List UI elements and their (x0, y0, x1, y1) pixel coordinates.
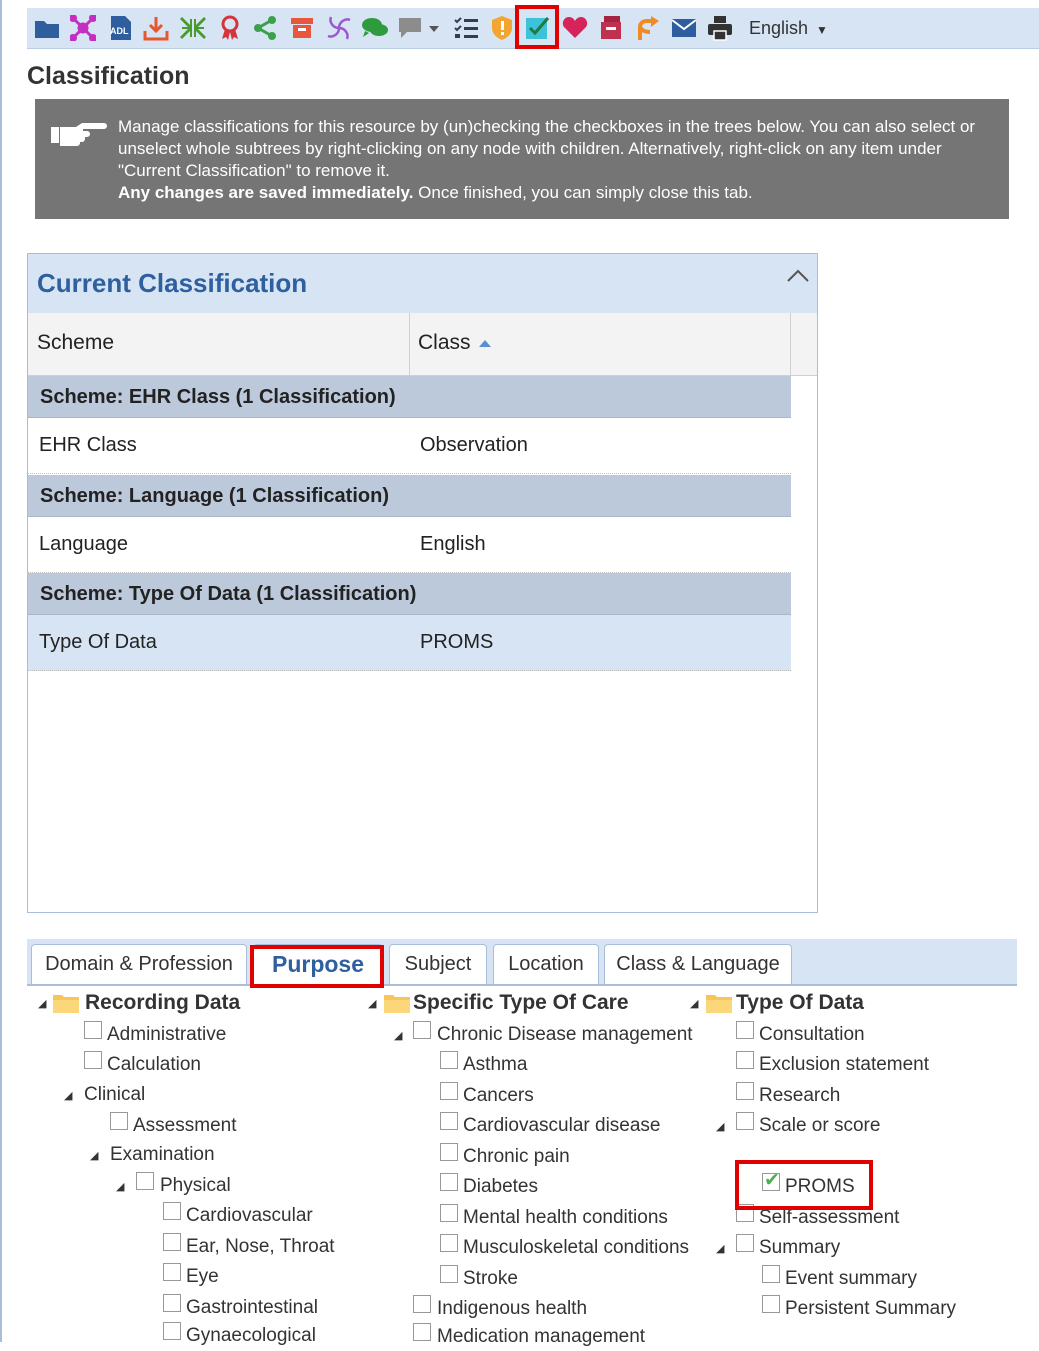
cell-scheme: Language (39, 533, 128, 555)
tree-label: Clinical (84, 1084, 146, 1105)
page-title: Classification (27, 62, 190, 90)
column-header-class[interactable] (418, 331, 491, 355)
group-header-label: Scheme: Type Of Data (1 Classification) (40, 583, 417, 605)
group-header[interactable] (28, 475, 791, 517)
tree-label: Gynaecological (186, 1325, 316, 1346)
info-text-main: Manage classifications for this resource by (un)checking the checkboxes in the trees below. You can also select or unselect whole subtrees by right-clicking on any node with children. Alternatively, right-click on any item under "Current Classification" to remove it. (118, 117, 976, 180)
tree-label: Eye (186, 1266, 219, 1287)
checkbox[interactable] (736, 1234, 754, 1252)
checkbox[interactable] (736, 1051, 754, 1069)
column-divider[interactable] (409, 313, 410, 375)
panel-header (28, 254, 817, 314)
column-headers (28, 313, 817, 376)
checkbox[interactable] (163, 1263, 181, 1281)
checkbox[interactable] (736, 1082, 754, 1100)
active-tool-highlight (515, 5, 559, 49)
info-text (118, 116, 998, 204)
panel-title: Current Classification (37, 268, 308, 298)
column-divider[interactable] (790, 313, 791, 375)
tab-domain-profession[interactable]: Domain & Profession (31, 944, 247, 984)
checkbox[interactable] (163, 1322, 181, 1340)
checkbox[interactable] (440, 1112, 458, 1130)
tree-label: Medication management (437, 1326, 646, 1347)
tree-label: Gastrointestinal (186, 1297, 319, 1318)
checkbox[interactable] (440, 1173, 458, 1191)
checkbox[interactable] (84, 1051, 102, 1069)
tree-label: Chronic pain (463, 1146, 570, 1167)
stack-icon[interactable] (597, 14, 625, 42)
chevron-down-icon: ▼ (816, 23, 828, 37)
group-header-label: Scheme: EHR Class (1 Classification) (40, 386, 396, 408)
tree-label: Persistent Summary (785, 1298, 957, 1319)
group-header-label: Scheme: Language (1 Classification) (40, 485, 389, 507)
tree-label: Self-assessment (759, 1207, 900, 1228)
expand-triangle-icon[interactable]: ◢ (116, 1181, 125, 1193)
table-row[interactable] (28, 418, 791, 474)
tree-label: Recording Data (85, 991, 241, 1014)
checkbox[interactable] (163, 1233, 181, 1251)
tree-label: Mental health conditions (463, 1207, 668, 1228)
checkbox[interactable] (440, 1143, 458, 1161)
archive-icon[interactable] (288, 14, 316, 42)
shield-alert-icon[interactable] (488, 14, 516, 42)
folder-icon (384, 993, 410, 1013)
checkbox[interactable] (84, 1021, 102, 1039)
checkbox[interactable] (440, 1082, 458, 1100)
table-row-selected[interactable] (28, 615, 791, 671)
selected-item-highlight (735, 1160, 873, 1210)
tree-label: Event summary (785, 1268, 917, 1289)
award-icon[interactable] (216, 14, 244, 42)
checkbox[interactable] (413, 1021, 431, 1039)
tree-label: Exclusion statement (759, 1054, 930, 1075)
tree-label: Indigenous health (437, 1298, 588, 1319)
checkbox[interactable] (736, 1021, 754, 1039)
tree-label: Cardiovascular (186, 1205, 313, 1226)
tree-label: Calculation (107, 1054, 201, 1075)
expand-triangle-icon[interactable]: ◢ (38, 998, 47, 1010)
cell-class: English (420, 533, 486, 555)
tree-label: Musculoskeletal conditions (463, 1237, 690, 1258)
current-classification-panel (27, 253, 818, 913)
language-label: English (749, 18, 809, 38)
expand-triangle-icon[interactable]: ◢ (394, 1030, 403, 1042)
download-icon[interactable] (142, 14, 170, 42)
cell-class: PROMS (420, 631, 494, 653)
tree-label: Ear, Nose, Throat (186, 1236, 335, 1257)
cell-scheme: Type Of Data (39, 631, 157, 653)
tree-label: Summary (759, 1237, 841, 1258)
checkbox[interactable] (440, 1265, 458, 1283)
comment-dropdown-icon[interactable] (397, 14, 441, 42)
checkbox[interactable] (440, 1051, 458, 1069)
tree-label: Diabetes (463, 1176, 538, 1197)
checklist-icon[interactable] (452, 14, 480, 42)
tree-label: Chronic Disease management (437, 1024, 693, 1045)
cell-scheme: EHR Class (39, 434, 137, 456)
expand-triangle-icon[interactable]: ◢ (64, 1090, 73, 1102)
tree-label: Stroke (463, 1268, 518, 1289)
toolbar (27, 8, 1039, 49)
expand-triangle-icon[interactable]: ◢ (90, 1150, 99, 1162)
checkbox[interactable] (413, 1323, 431, 1341)
fork-arrow-icon[interactable] (633, 14, 661, 42)
active-tab-highlight (250, 945, 384, 988)
tree-label: Asthma (463, 1054, 528, 1075)
chevron-up-icon[interactable] (785, 264, 811, 290)
tree-label: Specific Type Of Care (413, 991, 629, 1014)
group-header[interactable] (28, 573, 791, 615)
mindmap-icon[interactable] (69, 14, 97, 42)
tree-label: Administrative (107, 1024, 227, 1045)
tree-recording-data (0, 988, 360, 1346)
share-icon[interactable] (251, 14, 279, 42)
checkbox[interactable] (163, 1202, 181, 1220)
expand-triangle-icon[interactable]: ◢ (716, 1243, 725, 1255)
adl-icon-label: ADL (110, 26, 129, 36)
tab-subject[interactable]: Subject (389, 944, 487, 984)
checkbox[interactable] (110, 1112, 128, 1130)
tree-label: Scale or score (759, 1115, 881, 1136)
folder-icon (53, 993, 79, 1013)
tree-label: Type Of Data (736, 991, 864, 1014)
tree-label: Cancers (463, 1085, 534, 1106)
tab-class-language[interactable]: Class & Language (604, 944, 792, 984)
tree-label: Physical (160, 1175, 231, 1196)
checkbox[interactable] (736, 1112, 754, 1130)
tab-purpose[interactable]: Purpose (253, 944, 383, 987)
sort-ascending-icon (479, 340, 491, 347)
spiral-icon[interactable] (325, 14, 353, 42)
tree-label: Cardiovascular disease (463, 1115, 661, 1136)
table-row[interactable] (28, 517, 791, 573)
checkbox[interactable] (762, 1295, 780, 1313)
print-icon[interactable] (706, 14, 734, 42)
tree-label: Examination (110, 1144, 215, 1165)
checkbox[interactable] (762, 1265, 780, 1283)
info-text-bold: Any changes are saved immediately. (118, 183, 414, 202)
pointing-hand-icon (51, 121, 107, 147)
checkbox[interactable] (136, 1172, 154, 1190)
tree-specific-type-of-care (360, 988, 693, 1347)
expand-triangle-icon[interactable]: ◢ (690, 998, 699, 1010)
cell-class: Observation (420, 434, 528, 456)
adl-icon[interactable] (107, 14, 135, 42)
checkbox[interactable] (440, 1204, 458, 1222)
language-dropdown[interactable] (749, 18, 828, 39)
tree-label: PROMS (785, 1176, 855, 1197)
column-header-scheme[interactable]: Scheme (37, 331, 115, 354)
tree-label: Research (759, 1085, 841, 1106)
chat-icon[interactable] (361, 14, 389, 42)
group-header[interactable] (28, 376, 791, 418)
tab-location[interactable]: Location (493, 944, 599, 984)
checkbox[interactable] (440, 1234, 458, 1252)
info-text-end: Once finished, you can simply close this tab. (413, 183, 753, 202)
folder-icon (706, 993, 732, 1013)
expand-triangle-icon[interactable]: ◢ (368, 998, 377, 1010)
checkbox[interactable] (413, 1295, 431, 1313)
mail-icon[interactable] (670, 14, 698, 42)
expand-triangle-icon[interactable]: ◢ (716, 1121, 725, 1133)
heart-icon[interactable] (561, 14, 589, 42)
collapse-arrows-icon[interactable] (179, 14, 207, 42)
tree-label: Assessment (133, 1115, 237, 1136)
tab-bar (27, 939, 1017, 986)
checkbox[interactable] (163, 1294, 181, 1312)
info-banner (35, 99, 1009, 219)
folder-icon[interactable] (33, 14, 61, 42)
tree-label: Consultation (759, 1024, 865, 1045)
column-header-class-label: Class (418, 331, 471, 354)
